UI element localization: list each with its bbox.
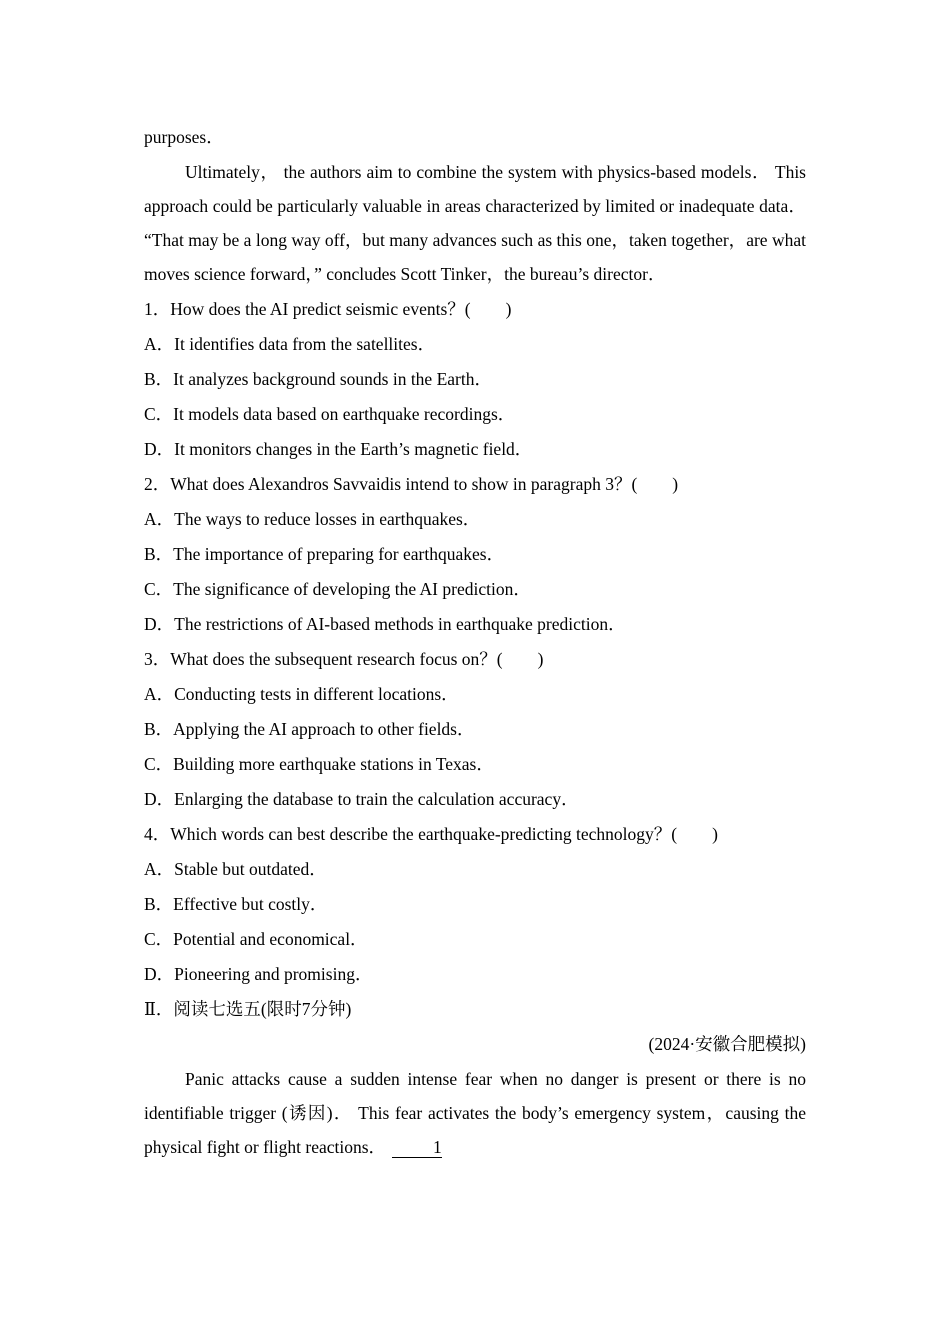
section-paragraph <box>144 1062 806 1165</box>
document-page <box>144 120 806 1164</box>
option-d: D．It monitors changes in the Earth’s magnetic field． <box>144 438 533 459</box>
question-stem: 1．How does the AI predict seismic events？( ) <box>144 298 512 319</box>
question-3 <box>144 642 806 817</box>
option-d: D．Pioneering and promising． <box>144 963 373 984</box>
section-heading: Ⅱ．阅读七选五(限时7分钟) <box>144 998 352 1019</box>
passage-tail: purposes． <box>144 127 224 147</box>
answer-blank: 1 <box>392 1137 442 1158</box>
option-b: B．It analyzes background sounds in the Earth． <box>144 368 492 389</box>
section-paragraph-text: Panic attacks cause a sudden intense fear when no danger is present or there is no identifiable trigger (诱因)． This fear activates the body’s emergency system，causing the physical fight or flight reactions． <box>144 1068 806 1157</box>
option-a: A．Conducting tests in different locations． <box>144 683 459 704</box>
option-b: B．Applying the AI approach to other fields． <box>144 718 475 739</box>
option-a: A．It identifies data from the satellites． <box>144 333 436 354</box>
option-a: A．The ways to reduce losses in earthquakes． <box>144 508 481 529</box>
option-b: B．The importance of preparing for earthquakes． <box>144 543 505 564</box>
section-source: (2024·安徽合肥模拟) <box>648 1033 806 1054</box>
question-stem: 4．Which words can best describe the earthquake-predicting technology？( ) <box>144 823 718 844</box>
option-b: B．Effective but costly． <box>144 893 328 914</box>
option-c: C．The significance of developing the AI prediction． <box>144 578 531 599</box>
question-1 <box>144 292 806 467</box>
option-d: D．Enlarging the database to train the calculation accuracy． <box>144 788 579 809</box>
option-c: C．It models data based on earthquake recordings． <box>144 403 516 424</box>
option-c: C．Potential and economical． <box>144 928 368 949</box>
passage-paragraph: Ultimately， the authors aim to combine the system with physics-based models． This approach could be particularly valuable in areas characterized by limited or inadequate data． “That may be a long way off，but many advances such as this one，taken together，are what moves science forward，” concludes Scott Tinker，the bureau’s director． <box>144 161 806 285</box>
question-2 <box>144 467 806 642</box>
option-d: D．The restrictions of AI-based methods in earthquake prediction． <box>144 613 626 634</box>
option-a: A．Stable but outdated． <box>144 858 327 879</box>
question-stem: 2．What does Alexandros Savvaidis intend to show in paragraph 3？( ) <box>144 473 679 494</box>
question-stem: 3．What does the subsequent research focus on？( ) <box>144 648 544 669</box>
option-c: C．Building more earthquake stations in Texas． <box>144 753 494 774</box>
question-4 <box>144 817 806 992</box>
